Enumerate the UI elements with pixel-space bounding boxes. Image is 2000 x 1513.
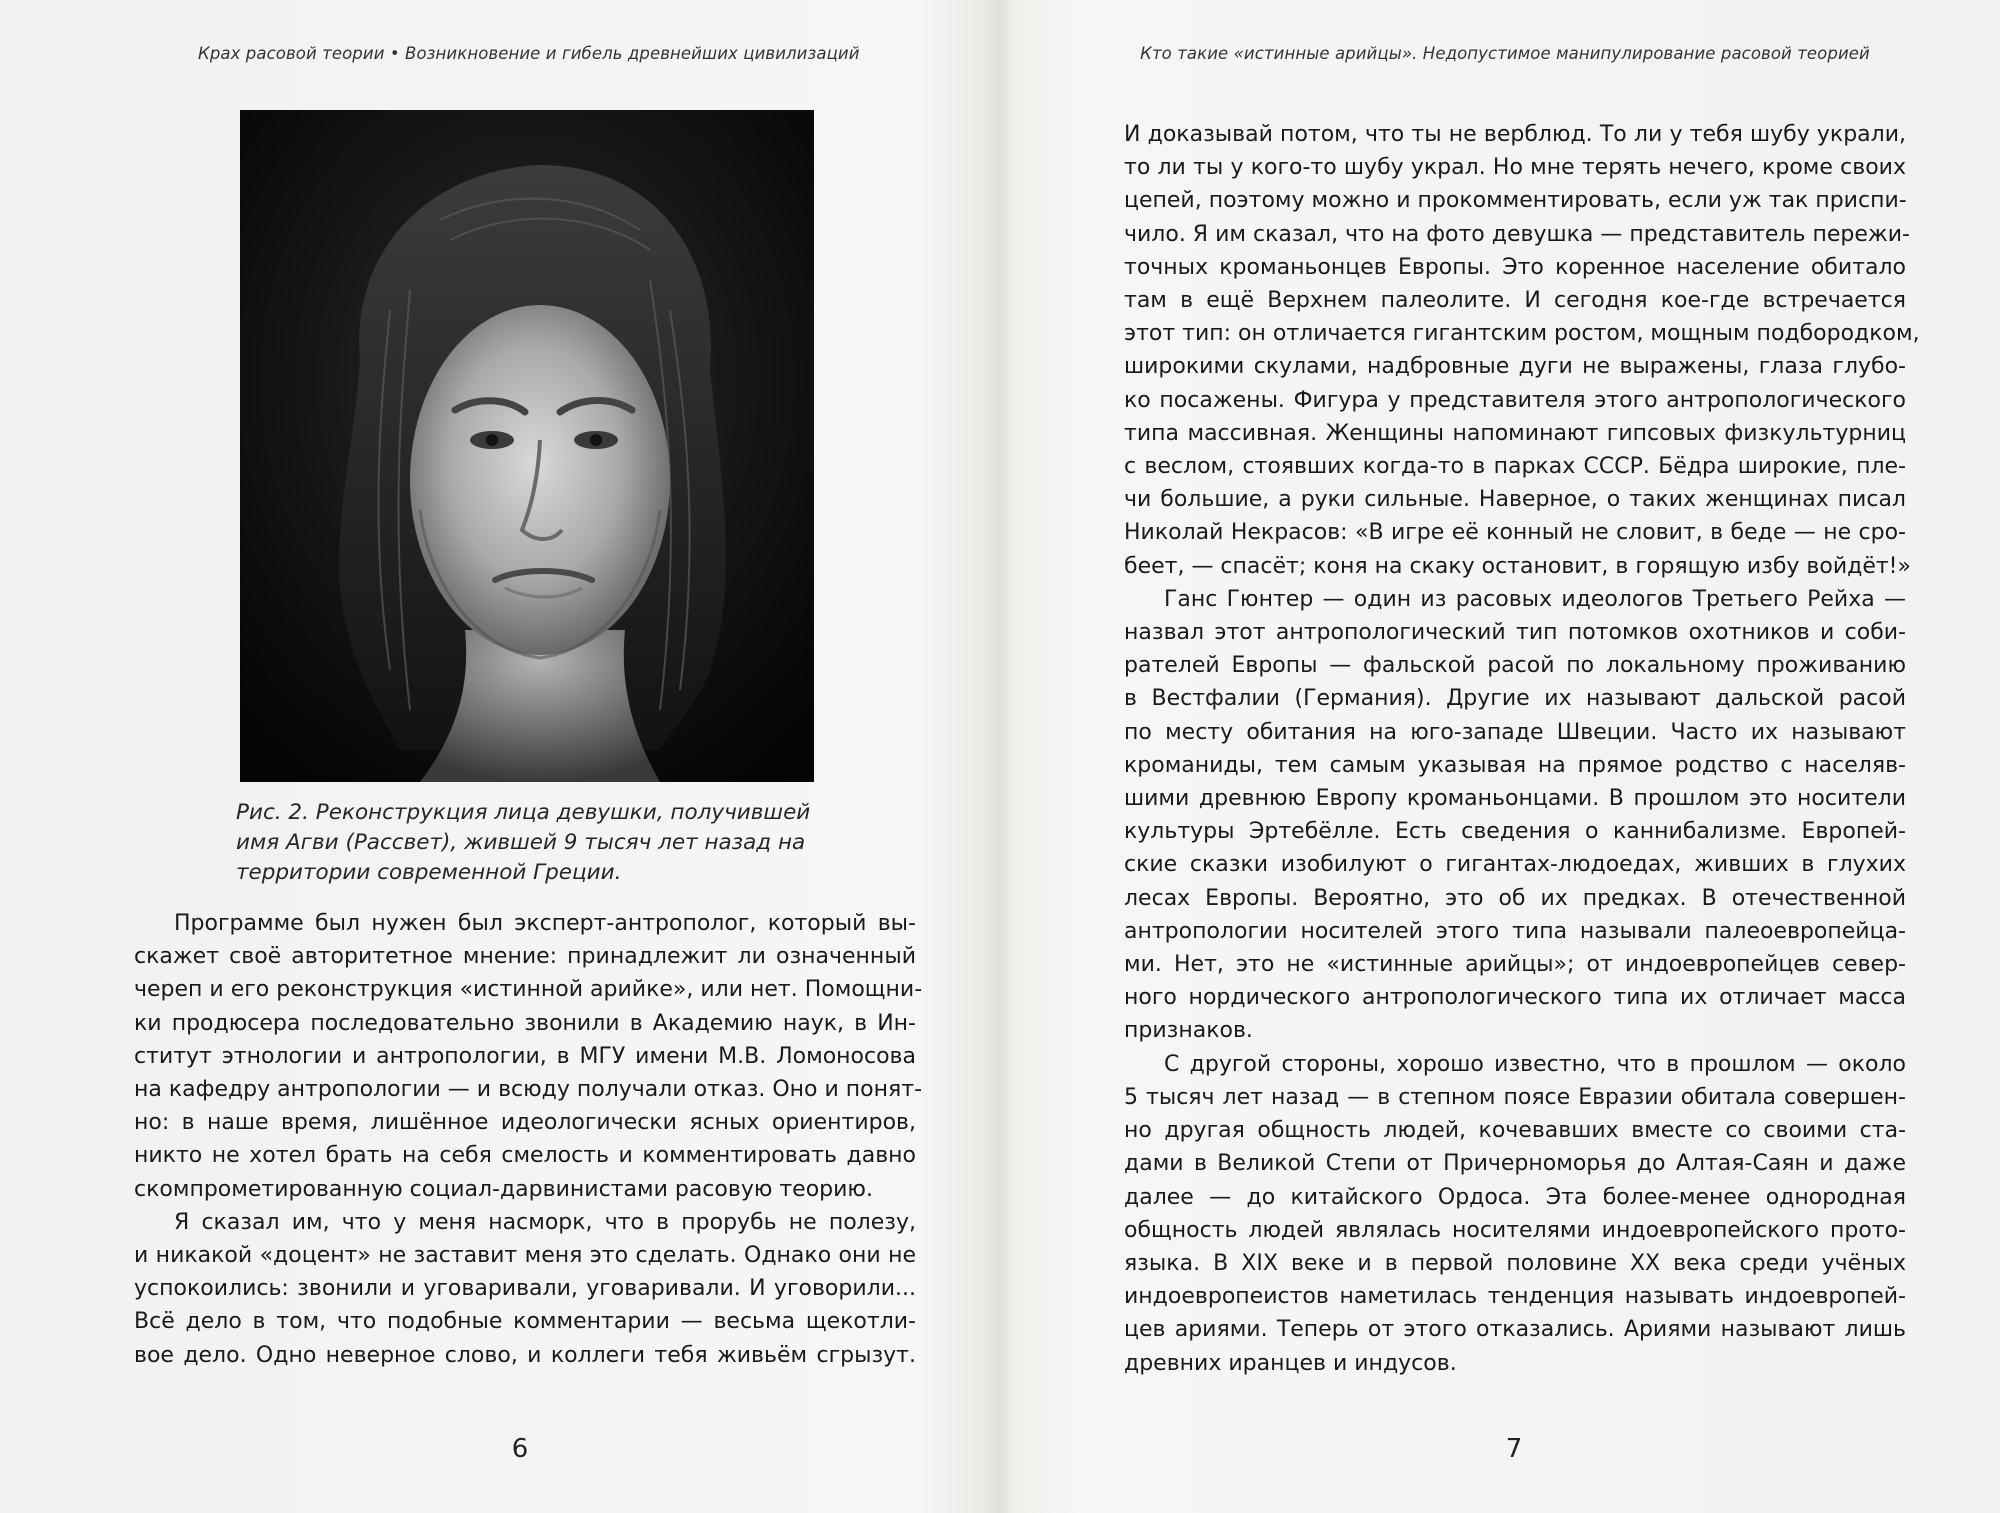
text-line: этот тип: он отличается гигантским ростом, мощным подбородком, <box>1124 321 1920 347</box>
text-line: ко посажены. Фигура у представителя этого антропологического <box>1124 387 1906 413</box>
caption-line: территории современной Греции. <box>236 860 622 885</box>
text-line: Ганс Гюнтер — один из расовых идеологов Третьего Рейха — <box>1164 586 1906 612</box>
figure-photo-reconstruction <box>240 110 814 782</box>
text-line: индоевропеистов наметилась тенденция называть индоевропей- <box>1124 1284 1906 1310</box>
text-line: ного нордического антропологического типа их отличает масса <box>1124 985 1906 1011</box>
portrait-image <box>240 110 814 782</box>
text-line: ские сказки изобилуют о гигантах-людоедах, живших в глухих <box>1124 852 1906 878</box>
right-body-text <box>1124 118 1920 1380</box>
text-line: но: в наше время, лишённое идеологически ясных ориентиров, <box>134 1110 916 1136</box>
text-line: языка. В XIX веке и в первой половине XX века среди учёных <box>1124 1250 1906 1276</box>
text-line: С другой стороны, хорошо известно, что в прошлом — около <box>1164 1051 1906 1077</box>
caption-line: имя Агви (Рассвет), жившей 9 тысяч лет назад на <box>236 830 806 855</box>
text-line: признаков. <box>1124 1018 1253 1044</box>
text-line: то ли ты у кого-то шубу украл. Но мне терять нечего, кроме своих <box>1124 155 1906 181</box>
text-line: вое дело. Одно неверное слово, и коллеги тебя живьём сгрызут. <box>134 1342 916 1368</box>
text-line: Всё дело в том, что подобные комментарии — весьма щекотли- <box>134 1309 916 1335</box>
text-line: точных кроманьонцев Европы. Это коренное население обитало <box>1124 254 1906 280</box>
right-running-head: Кто такие «истинные арийцы». Недопустимое манипулирование расовой теорией <box>1140 44 1870 63</box>
text-line: ки продюсера последовательно звонили в Академию наук, в Ин- <box>134 1010 916 1036</box>
caption-line: Рис. 2. Реконструкция лица девушки, получившей <box>236 800 811 825</box>
text-line: там в ещё Верхнем палеолите. И сегодня кое-где встречается <box>1124 288 1906 314</box>
text-line: культуры Эртебёлле. Есть сведения о каннибализме. Европей- <box>1124 819 1906 845</box>
text-line: антропологии носителей этого типа называли палеоевропейца- <box>1124 918 1906 944</box>
text-line: скомпрометированную социал-дарвинистами расовую теорию. <box>134 1176 873 1202</box>
text-line: успокоились: звонили и уговаривали, уговаривали. И уговорили... <box>134 1276 916 1302</box>
text-line: Я сказал им, что у меня насморк, что в прорубь не полезу, <box>174 1209 916 1235</box>
text-line: кроманиды, тем самым указывая на прямое родство с населяв- <box>1124 752 1906 778</box>
gutter-shadow <box>985 0 1015 1513</box>
left-page-number: 6 <box>511 1434 529 1464</box>
text-line: далее — до китайского Ордоса. Эта более-менее однородная <box>1124 1184 1906 1210</box>
text-line: беет, — спасёт; коня на скаку остановит, в горящую избу войдёт!» <box>1124 553 1911 579</box>
text-line: Программе был нужен был эксперт-антрополог, который вы- <box>174 911 916 936</box>
text-line: ми. Нет, это не «истинные арийцы»; от индоевропейцев север- <box>1124 952 1906 978</box>
text-line: шими древнюю Европу кроманьонцами. В прошлом это носители <box>1124 786 1906 812</box>
right-page-number: 7 <box>1505 1434 1523 1464</box>
text-line: и никакой «доцент» не заставит меня это сделать. Однако они не <box>134 1243 916 1269</box>
left-running-head: Крах расовой теории • Возникновение и гибель древнейших цивилизаций <box>198 44 860 63</box>
text-line: с веслом, стоявших когда-то в парках СССР. Бёдра широкие, пле- <box>1124 454 1906 480</box>
text-line: цев ариями. Теперь от этого отказались. Ариями называют лишь <box>1124 1317 1906 1343</box>
left-body-text <box>134 907 923 1372</box>
text-line: типа массивная. Женщины напоминают гипсовых физкультурниц <box>1124 420 1906 446</box>
text-line: чило. Я им сказал, что на фото девушка — представитель пережи- <box>1124 221 1910 247</box>
text-line: лесах Европы. Вероятно, это об их предках. В отечественной <box>1124 885 1906 911</box>
text-line: назвал этот антропологический тип потомков охотников и соби- <box>1124 620 1906 646</box>
text-line: цепей, поэтому можно и прокомментировать, если уж так приспи- <box>1124 188 1907 214</box>
text-line: в Вестфалии (Германия). Другие их называют дальской расой <box>1124 686 1906 712</box>
text-line: скажет своё авторитетное мнение: принадлежит ли означенный <box>134 944 916 970</box>
text-line: широкими скулами, надбровные дуги не выражены, глаза глубо- <box>1124 354 1906 380</box>
text-line: никто не хотел брать на себя смелость и комментировать давно <box>134 1143 916 1169</box>
text-line: череп и его реконструкция «истинной арийке», или нет. Помощни- <box>134 977 923 1003</box>
text-line: по месту обитания на юго-западе Швеции. Часто их называют <box>1124 719 1906 745</box>
text-line: чи большие, а руки сильные. Наверное, о таких женщинах писал <box>1124 487 1906 513</box>
text-line: дами в Великой Степи от Причерноморья до Алтая-Саян и даже <box>1124 1151 1906 1177</box>
text-line: Николай Некрасов: «В игре её конный не словит, в беде — не сро- <box>1124 520 1906 546</box>
text-line: 5 тысяч лет назад — в степном поясе Евразии обитала совершен- <box>1124 1084 1906 1110</box>
text-line: И доказывай потом, что ты не верблюд. То ли у тебя шубу украли, <box>1124 122 1906 147</box>
text-line: общность людей являлась носителями индоевропейского прото- <box>1124 1217 1906 1243</box>
text-line: древних иранцев и индусов. <box>1124 1350 1457 1376</box>
text-line: на кафедру антропологии — и всюду получали отказ. Оно и понят- <box>134 1077 923 1103</box>
figure-caption <box>236 798 836 888</box>
text-line: ститут этнологии и антропологии, в МГУ имени М.В. Ломоносова <box>134 1043 916 1069</box>
text-line: рателей Европы — фальской расой по локальному проживанию <box>1124 653 1906 679</box>
text-line: но другая общность людей, кочевавших вместе со своими ста- <box>1124 1118 1906 1144</box>
